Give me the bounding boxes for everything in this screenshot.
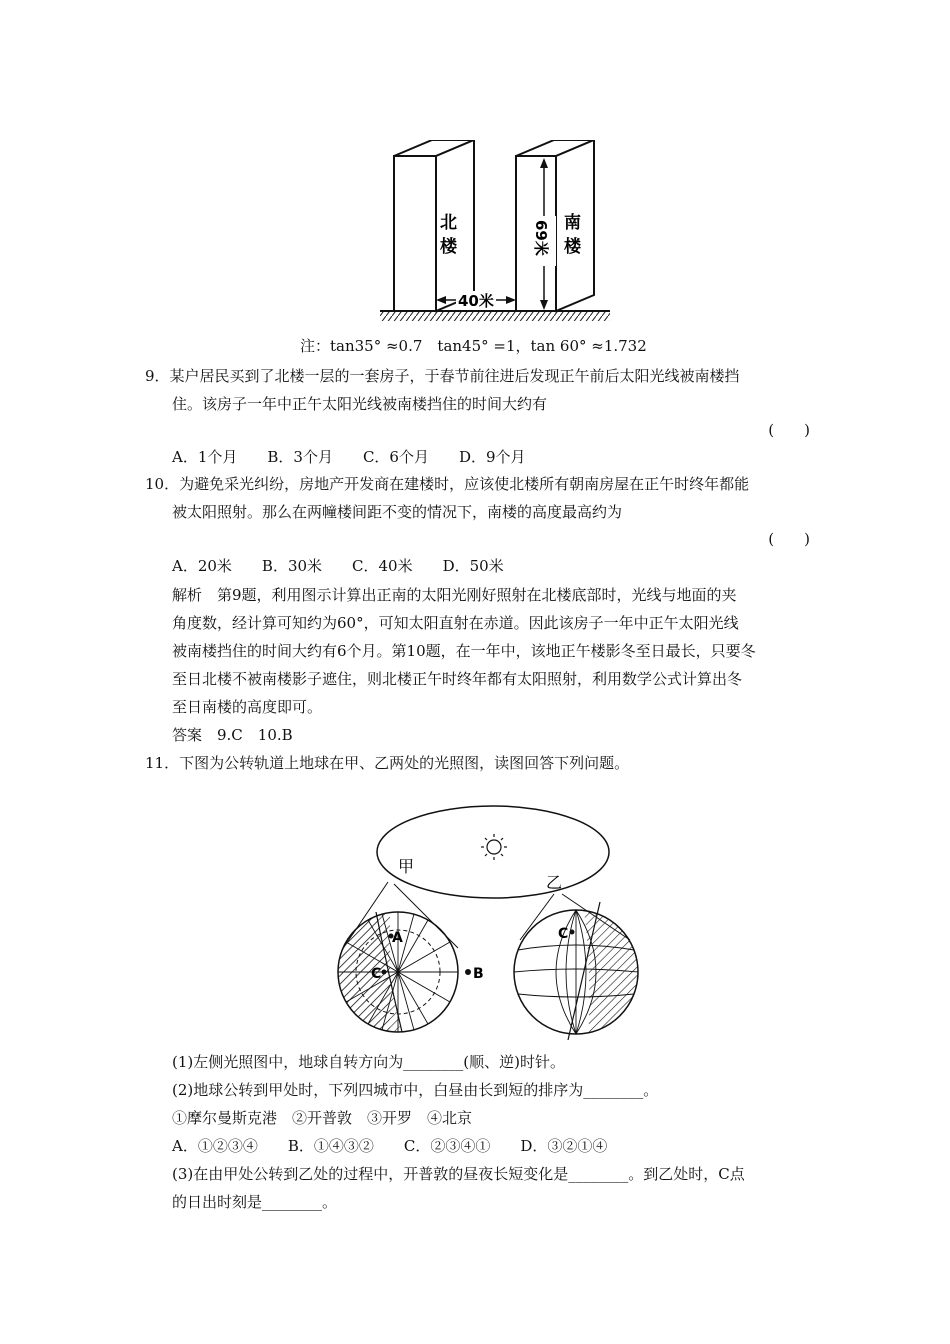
- globe-jia: [330, 910, 484, 1040]
- globe-yi: [514, 902, 650, 1040]
- analysis-line3: 被南楼挡住的时间大约有6个月。第10题，在一年中，该地正午楼影冬至日最长，只要冬: [172, 642, 756, 660]
- answer-line: 答案 9.C 10.B: [172, 726, 293, 744]
- south-building-label-1: 南: [564, 213, 581, 233]
- point-c-left-label: C: [371, 966, 382, 982]
- orbit-illumination-figure: [330, 790, 650, 1045]
- q10-stem-line2: 被太阳照射。那么在两幢楼间距不变的情况下，南楼的高度最高约为: [172, 503, 623, 521]
- distance-label: 40米: [458, 292, 494, 310]
- q11-sub2-options: A．①②③④ B．①④③② C．②③④① D．③②①④: [172, 1137, 608, 1155]
- analysis-line2: 角度数，经计算可知约为60°，可知太阳直射在赤道。因此该房子一年中正午太阳光线: [172, 614, 739, 632]
- north-building-label-2: 楼: [440, 237, 457, 257]
- q11-sub3-line2: 的日出时刻是________。: [172, 1193, 338, 1211]
- q10-answer-paren: ( ): [768, 530, 810, 548]
- position-yi-label: 乙: [546, 873, 563, 892]
- q11-sub2-cities: ①摩尔曼斯克港 ②开普敦 ③开罗 ④北京: [172, 1109, 473, 1127]
- ground-hatch: [380, 311, 610, 321]
- q9-stem-line2: 住。该房子一年中正午太阳光线被南楼挡住的时间大约有: [172, 395, 548, 413]
- q9-stem-line1: 9．某户居民买到了北楼一层的一套房子，于春节前往进后发现正午前后太阳光线被南楼挡: [145, 367, 740, 385]
- analysis-line1: 解析 第9题，利用图示计算出正南的太阳光刚好照射在北楼底部时，光线与地面的夹: [172, 586, 737, 604]
- point-b-label: B: [473, 966, 484, 982]
- q10-stem-line1: 10．为避免采光纠纷，房地产开发商在建楼时，应该使北楼所有朝南房屋在正午时终年都能: [145, 475, 750, 493]
- north-building: [394, 140, 474, 311]
- q11-sub2: (2)地球公转到甲处时，下列四城市中，白昼由长到短的排序为________。: [172, 1081, 659, 1099]
- point-a-label: A: [392, 930, 403, 946]
- q11-sub1: (1)左侧光照图中，地球自转方向为________(顺、逆)时针。: [172, 1053, 565, 1071]
- buildings-figure: [380, 140, 610, 330]
- point-c-right-label: C: [558, 926, 569, 942]
- analysis-line4: 至日北楼不被南楼影子遮住，则北楼正午时终年都有太阳照射，利用数学公式计算出冬: [172, 670, 743, 688]
- q9-options: A．1个月 B．3个月 C．6个月 D．9个月: [172, 448, 526, 466]
- north-building-label-1: 北: [440, 213, 457, 233]
- q11-sub3-line1: (3)在由甲处公转到乙处的过程中，开普敦的昼夜长短变化是________。到乙处时，C点: [172, 1165, 745, 1183]
- q11-stem: 11．下图为公转轨道上地球在甲、乙两处的光照图，读图回答下列问题。: [145, 754, 630, 772]
- height-label: 69米: [532, 220, 550, 256]
- analysis-line5: 至日南楼的高度即可。: [172, 698, 323, 716]
- q9-answer-paren: ( ): [768, 421, 810, 439]
- position-jia-label: 甲: [398, 857, 415, 876]
- q10-options: A．20米 B．30米 C．40米 D．50米: [172, 557, 504, 575]
- figure-note: 注：tan35° ≈0.7 tan45° =1，tan 60° ≈1.732: [300, 337, 647, 355]
- south-building-label-2: 楼: [564, 237, 581, 257]
